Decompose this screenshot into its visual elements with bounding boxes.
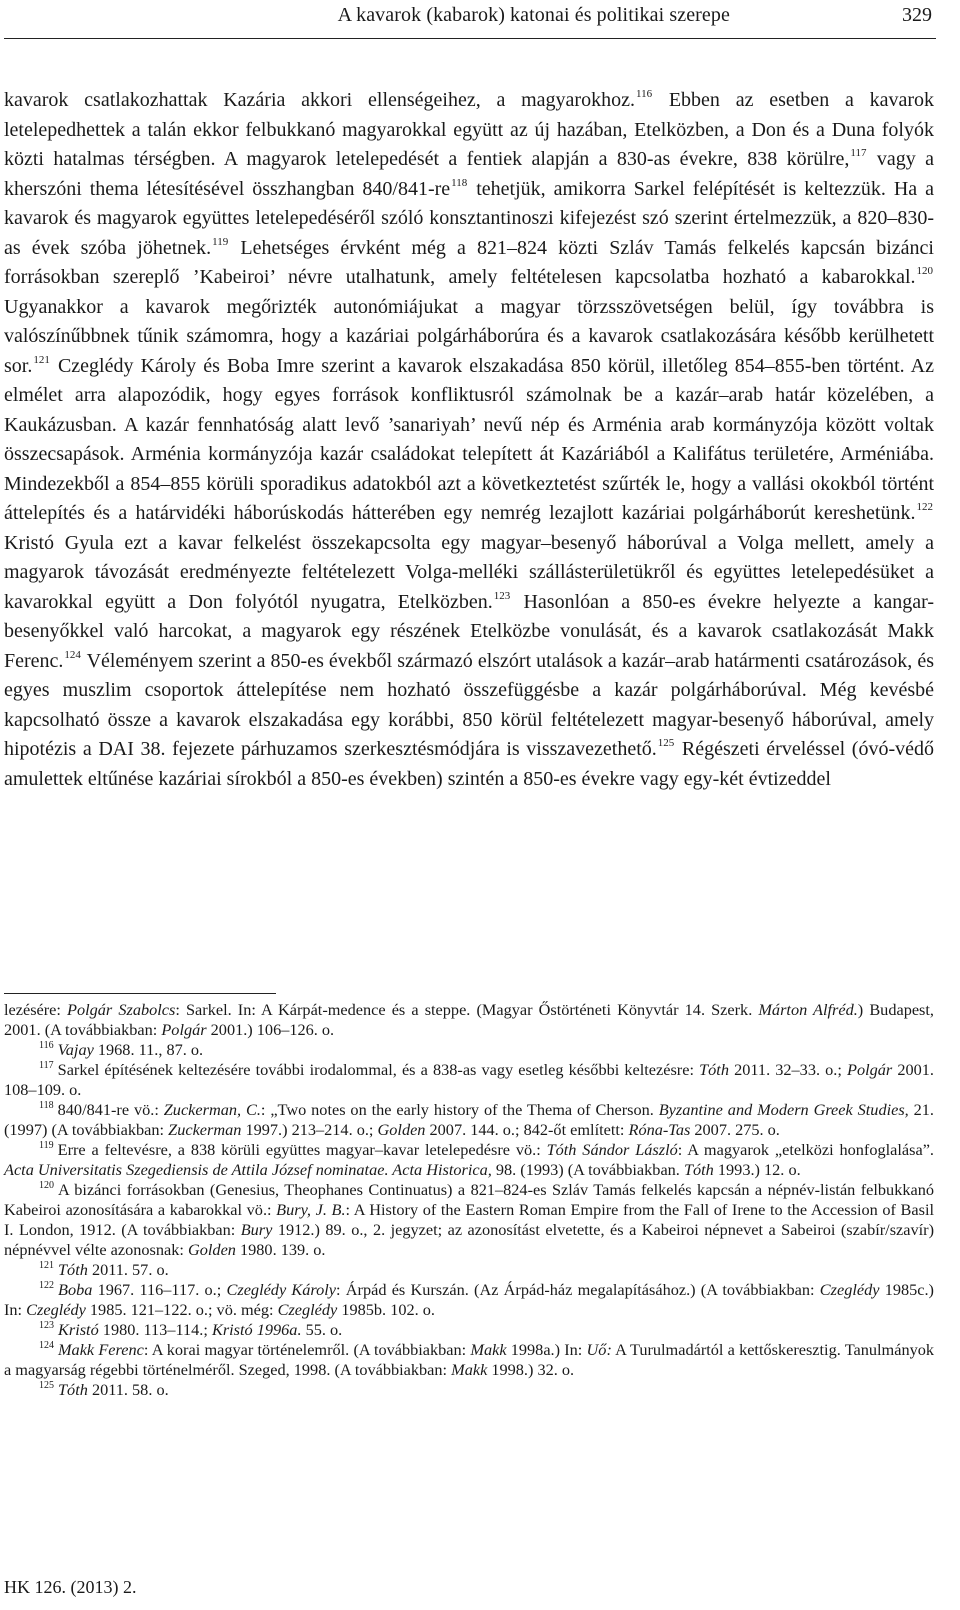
footnote-continuation: lezésére: Polgár Szabolcs: Sarkel. In: A Kárpát-medence és a steppe. (Magyar Őstörténeti Könyvtár 14. Szerk. Márton Alfréd.) Budapest, 2001. (A továbbiakban: Polgár 2001.) 106–126. o. (4, 1000, 934, 1039)
body-paragraph (4, 86, 934, 794)
header-rule (4, 38, 936, 39)
text-run: kavarok csatlakozhattak Kazária akkori ellenségeihez, a magyarokhoz. (4, 89, 635, 111)
text-run: Hasonlóan a 850-es évekre helyezte a kangar-besenyőkkel való harcokat, a magyarok egy részének Etelközbe vonulását, és a kavarok csatlakozását Makk Ferenc. (4, 590, 934, 672)
text-run: Ebben az esetben a kavarok letelepedhettek a talán ekkor felbukkanó magyarokkal együtt az új hazában, Etelközben, a Don és a Duna folyók közti hatalmas térségben. A magyarok letelepedését a fentiek alapján a 830-as évekre, 838 körülre, (4, 89, 935, 170)
footnote-separator (4, 993, 276, 994)
running-title: A kavarok (kabarok) katonai és politikai szerepe (337, 4, 730, 26)
footnote-ref-120[interactable]: 120 (916, 265, 933, 277)
footnote-ref-123[interactable]: 123 (493, 589, 511, 602)
text-run: Ugyanakkor a kavarok megőrizték autonómiájukat a magyar törzsszövetségen belül, így továbbra is valószínűbbnek tűnik számomra, hogy a kazáriai polgárháborúra és a kavarok csatlakozására később kerülhetett sor. (4, 295, 934, 377)
footnote-123: $^{123}$ Kristó 1980. 113–114.; Kristó 1996a. 55. o. (39, 1320, 343, 1339)
footnote-ref-116[interactable]: 116 (635, 88, 653, 100)
text-run: Régészeti érveléssel (óvó-védő amulettek eltűnése kazáriai sírokból a 850-es években) szintén a 850-es évekre vagy egy-két évtizeddel (4, 738, 934, 790)
footnote-121: $^{121}$ Tóth 2011. 57. o. (39, 1260, 169, 1279)
footnote-117: $^{117}$ Sarkel építésének keltezésére további irodalommal, és a 838-as vagy esetleg későbbi keltezésre: Tóth 2011. 32–33. o.; Polgár 2001. 108–109. o. (4, 1060, 935, 1099)
footnote-ref-117[interactable]: 117 (850, 147, 867, 159)
footnote-120: $^{120}$ A bizánci forrásokban (Genesius, Theophanes Continuatus) a 821–824-es Szláv Tamás felkelés kapcsán a népnév-listán felbukkanó Kabeiroi azonosítására a kabarokkal vö.: Bury, J. B.: A History of the Eastern Roman Empire from the Fall of Irene to the Accession of Basil I. London, 1912. (A továbbiakban: Bury 1912.) 89. o., 2. jegyzet; az azonosítást elvetette, és a Kabeiroi népnevet a Sabeiroi (szabír/szavír) népnévvel vélte azonosnak: Golden 1980. 139. o. (4, 1180, 935, 1259)
footnote-ref-121[interactable]: 121 (33, 353, 50, 366)
main-text (4, 86, 934, 794)
journal-issue-footer: HK 126. (2013) 2. (4, 1577, 137, 1597)
footnote-119: $^{119}$ Erre a feltevésre, a 838 körüli együttes magyar–kavar letelepedésre vö.: Tóth Sándor László: A magyarok „etelközi honfoglalása”. Acta Universitatis Szegediensis de Attila József nominatae. Acta Historica, 98. (1993) (A továbbiakban. Tóth 1993.) 12. o. (4, 1140, 934, 1179)
page-number: 329 (902, 4, 932, 26)
footnote-ref-125[interactable]: 125 (657, 737, 675, 749)
footnote-125: $^{125}$ Tóth 2011. 58. o. (39, 1380, 169, 1399)
running-header (0, 0, 960, 40)
footnote-ref-119[interactable]: 119 (212, 235, 229, 248)
footnote-ref-122[interactable]: 122 (916, 501, 933, 513)
text-run: Czeglédy Károly és Boba Imre szerint a kavarok elszakadása 850 körül, illetőleg 854–855-ben történt. Az elmélet arra alapozódik, hogy egyes források konfliktusról számolnak be a kazár–arab határ közelében, a Kaukázusban. A kazár fennhatóság alatt levő ’sanariyah’ nevű nép és Arménia arab kormányzója között voltak összecsapások. Arménia kormányzója kazár családokat telepített át Kazáriából a Kalifátus területére, Arméniába. Mindezekből a 854–855 körüli sporadikus adatokból azt a következtetést szűrték le, hogy a vallási okokból történt áttelepítés és a határvidéki háborúskodás hátterében egy nemrég lezajlott kazáriai polgárháborút kereshetünk. (4, 354, 934, 524)
footnote-116: $^{116}$ Vajay 1968. 11., 87. o. (39, 1040, 204, 1059)
footnote-122: $^{122}$ Boba 1967. 116–117. o.; Czeglédy Károly: Árpád és Kurszán. (Az Árpád-ház megalapításához.) (A továbbiakban: Czeglédy 1985c.) In: Czeglédy 1985. 121–122. o.; vö. még: Czeglédy 1985b. 102. o. (4, 1280, 934, 1319)
text-run: tehetjük, amikorra Sarkel felépítését is keltezzük. Ha a kavarok és magyarok együttes letelepedéséről szóló konsztantinoszi kifejezést szó szerint értelmezzük, a 820–830-as évek szóba jöhetnek. (4, 177, 934, 259)
text-run: vagy a kherszóni thema létesítésével összhangban 840/841-re (4, 148, 934, 200)
footnote-124: $^{124}$ Makk Ferenc: A korai magyar történelemről. (A továbbiakban: Makk 1998a.) In: Uő: A Turulmadártól a kettőskeresztig. Tanulmányok a magyarság régebbi történelméről. Szeged, 1998. (A továbbiakban: Makk 1998.) 32. o. (4, 1340, 935, 1379)
footnote-ref-124[interactable]: 124 (64, 648, 81, 661)
text-run: Véleményem szerint a 850-es évekből származó elszórt utalások a kazár–arab határmenti csatározások, és egyes muszlim csoportok áttelepítése nem hozható összefüggésbe a kazár polgárháborúval. Még kevésbé kapcsolható össze a kavarok elszakadása egy korábbi, 850 körül feltételezett magyar-besenyő háborúval, amely hipotézis a DAI 38. fejezete párhuzamos szerkesztésmódjára is visszavezethető. (4, 649, 934, 760)
footnote-ref-118[interactable]: 118 (451, 176, 468, 189)
footnote-118: $^{118}$ 840/841-re vö.: Zuckerman, C.: „Two notes on the early history of the Thema of Cherson. Byzantine and Modern Greek Studies, 21. (1997) (A továbbiakban: Zuckerman 1997.) 213–214. o.; Golden 2007. 144. o.; 842-őt említett: Róna-Tas 2007. 275. o. (4, 1100, 934, 1139)
text-run: Kristó Gyula ezt a kavar felkelést összekapcsolta egy magyar–besenyő háborúval a Volga mellett, amely a magyarok távozását eredményezte feltételezett Volga-melléki szállásterületükről és együttes letelepedésüket a kavarokkal együtt a Don folyótól nyugatra, Etelközben. (4, 531, 934, 613)
footnotes (4, 1000, 934, 1400)
text-run: Lehetséges érvként még a 821–824 közti Szláv Tamás felkelés kapcsán bizánci forrásokban szereplő ’Kabeiroi’ névre utalhatunk, amely feltételesen kapcsolatba hozható a kabarokkal. (4, 236, 934, 288)
